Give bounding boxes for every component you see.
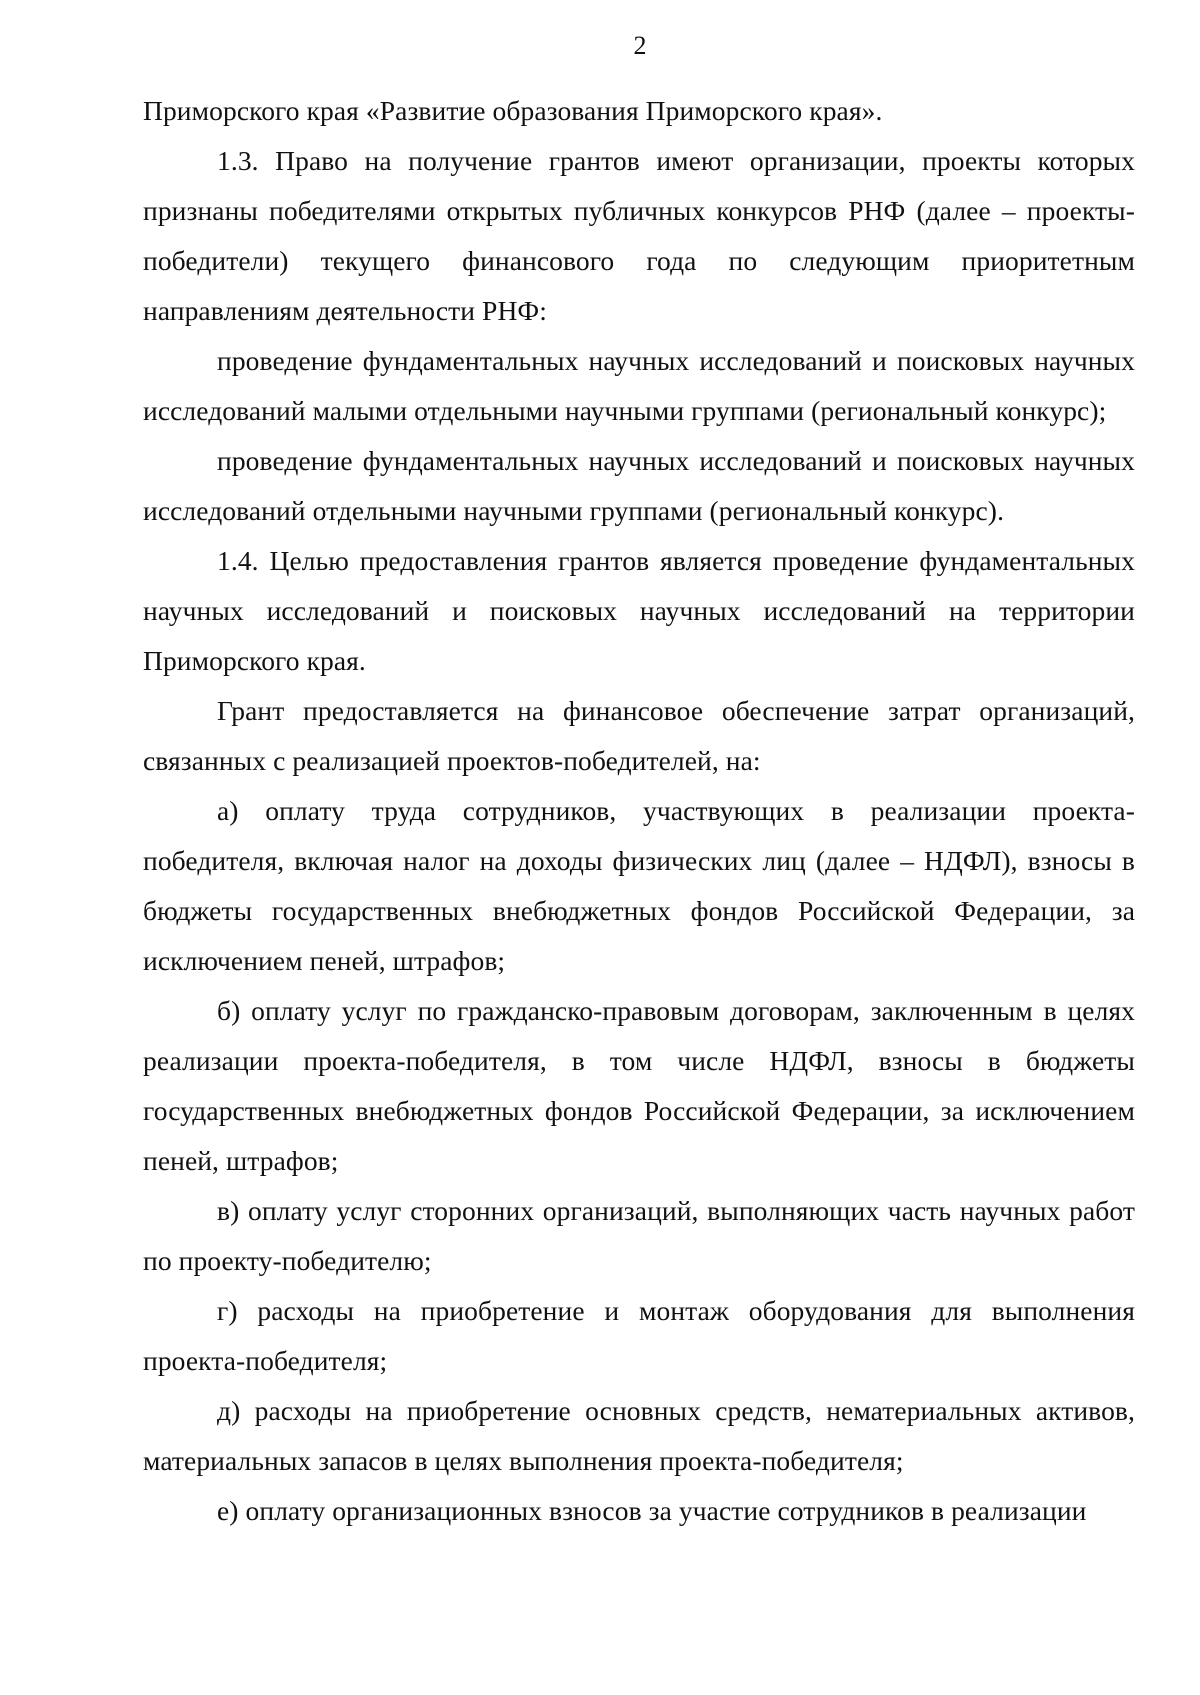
list-item-g: г) расходы на приобретение и монтаж оборудования для выполнения проекта-победителя; [143, 1295, 1135, 1376]
list-item-a: а) оплату труда сотрудников, участвующих в реализации проекта-победителя, включая налог на доходы физических лиц (далее – НДФЛ), взносы в бюджеты государственных внебюджетных фондов Российской Федерации, за исключением пеней, штрафов; [143, 795, 1135, 976]
paragraph-1-4: 1.4. Целью предоставления грантов является проведение фундаментальных научных исследований и поисковых научных исследований на территории Приморского края. [143, 545, 1135, 676]
paragraph-grant-purpose: Грант предоставляется на финансовое обеспечение затрат организаций, связанных с реализацией проектов-победителей, на: [143, 695, 1135, 776]
list-item-d: д) расходы на приобретение основных средств, нематериальных активов, материальных запасов в целях выполнения проекта-победителя; [143, 1395, 1135, 1476]
paragraph-continuation: Приморского края «Развитие образования Приморского края». [143, 95, 883, 126]
paragraph-direction-groups: проведение фундаментальных научных исследований и поисковых научных исследований отдельными научными группами (региональный конкурс). [143, 445, 1135, 526]
page-number: 2 [633, 31, 647, 60]
list-item-v: в) оплату услуг сторонних организаций, выполняющих часть научных работ по проекту-победителю; [143, 1195, 1135, 1276]
document-body [143, 86, 1135, 1536]
paragraph-direction-small-groups: проведение фундаментальных научных исследований и поисковых научных исследований малыми отдельными научными группами (региональный конкурс); [143, 345, 1135, 426]
paragraph-1-3: 1.3. Право на получение грантов имеют организации, проекты которых признаны победителями открытых публичных конкурсов РНФ (далее – проекты-победители) текущего финансового года по следующим приоритетным направлениям деятельности РНФ: [143, 145, 1135, 326]
list-item-e: е) оплату организационных взносов за участие сотрудников в реализации [217, 1495, 1087, 1526]
list-item-b: б) оплату услуг по гражданско-правовым договорам, заключенным в целях реализации проекта-победителя, в том числе НДФЛ, взносы в бюджеты государственных внебюджетных фондов Российской Федерации, за исключением пеней, штрафов; [143, 995, 1135, 1176]
